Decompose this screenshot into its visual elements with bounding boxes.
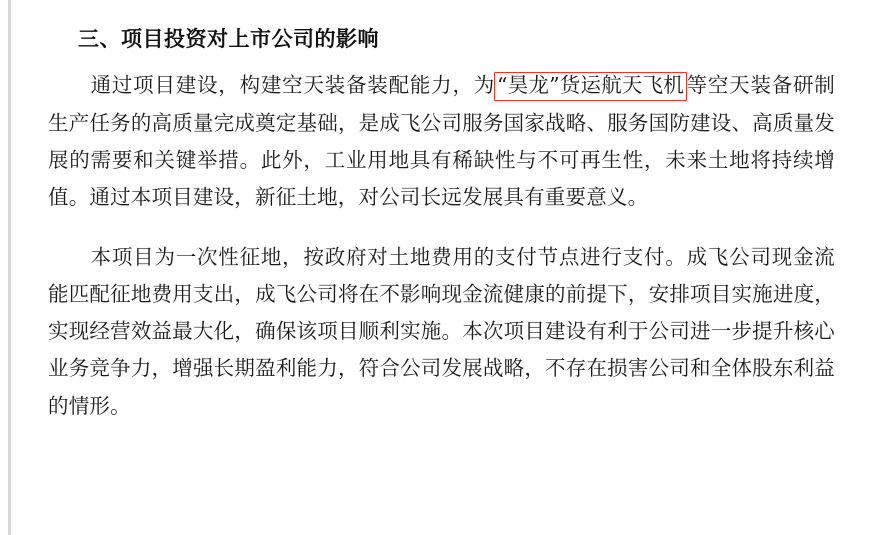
page-left-margin-rule [8, 0, 11, 535]
paragraph-spacer [40, 225, 843, 239]
highlighted-term: “昊龙”货运航天飞机 [494, 72, 687, 101]
section-heading: 三、项目投资对上市公司的影响 [78, 26, 379, 51]
paragraph-2-text: 本项目为一次性征地，按政府对土地费用的支付节点进行支付。成飞公司现金流能匹配征地费用支出，成飞公司将在不影响现金流健康的前提下，安排项目实施进度，实现经营效益最大化，确保该项目顺利实施。本次项目建设有利于公司进一步提升核心业务竞争力，增强长期盈利能力，符合公司发展战略，不存在损害公司和全体股东利益的情形。 [48, 244, 835, 418]
paragraph-1-text-part-2: 等空天装备研制生产任务的高质量完成奠定基础，是成飞公司服务国家战略、服务国防建设、高质量发展的需要和关键举措。此外，工业用地具有稀缺性与不可再生性，未来土地将持续增值。通过本项目建设，新征土地，对公司长远发展具有重要意义。 [48, 73, 835, 210]
paragraph-2 [40, 239, 843, 425]
paragraph-1-text-part-1: 通过项目建设，构建空天装备装配能力，为 [90, 73, 496, 98]
paragraph-1 [40, 67, 843, 216]
